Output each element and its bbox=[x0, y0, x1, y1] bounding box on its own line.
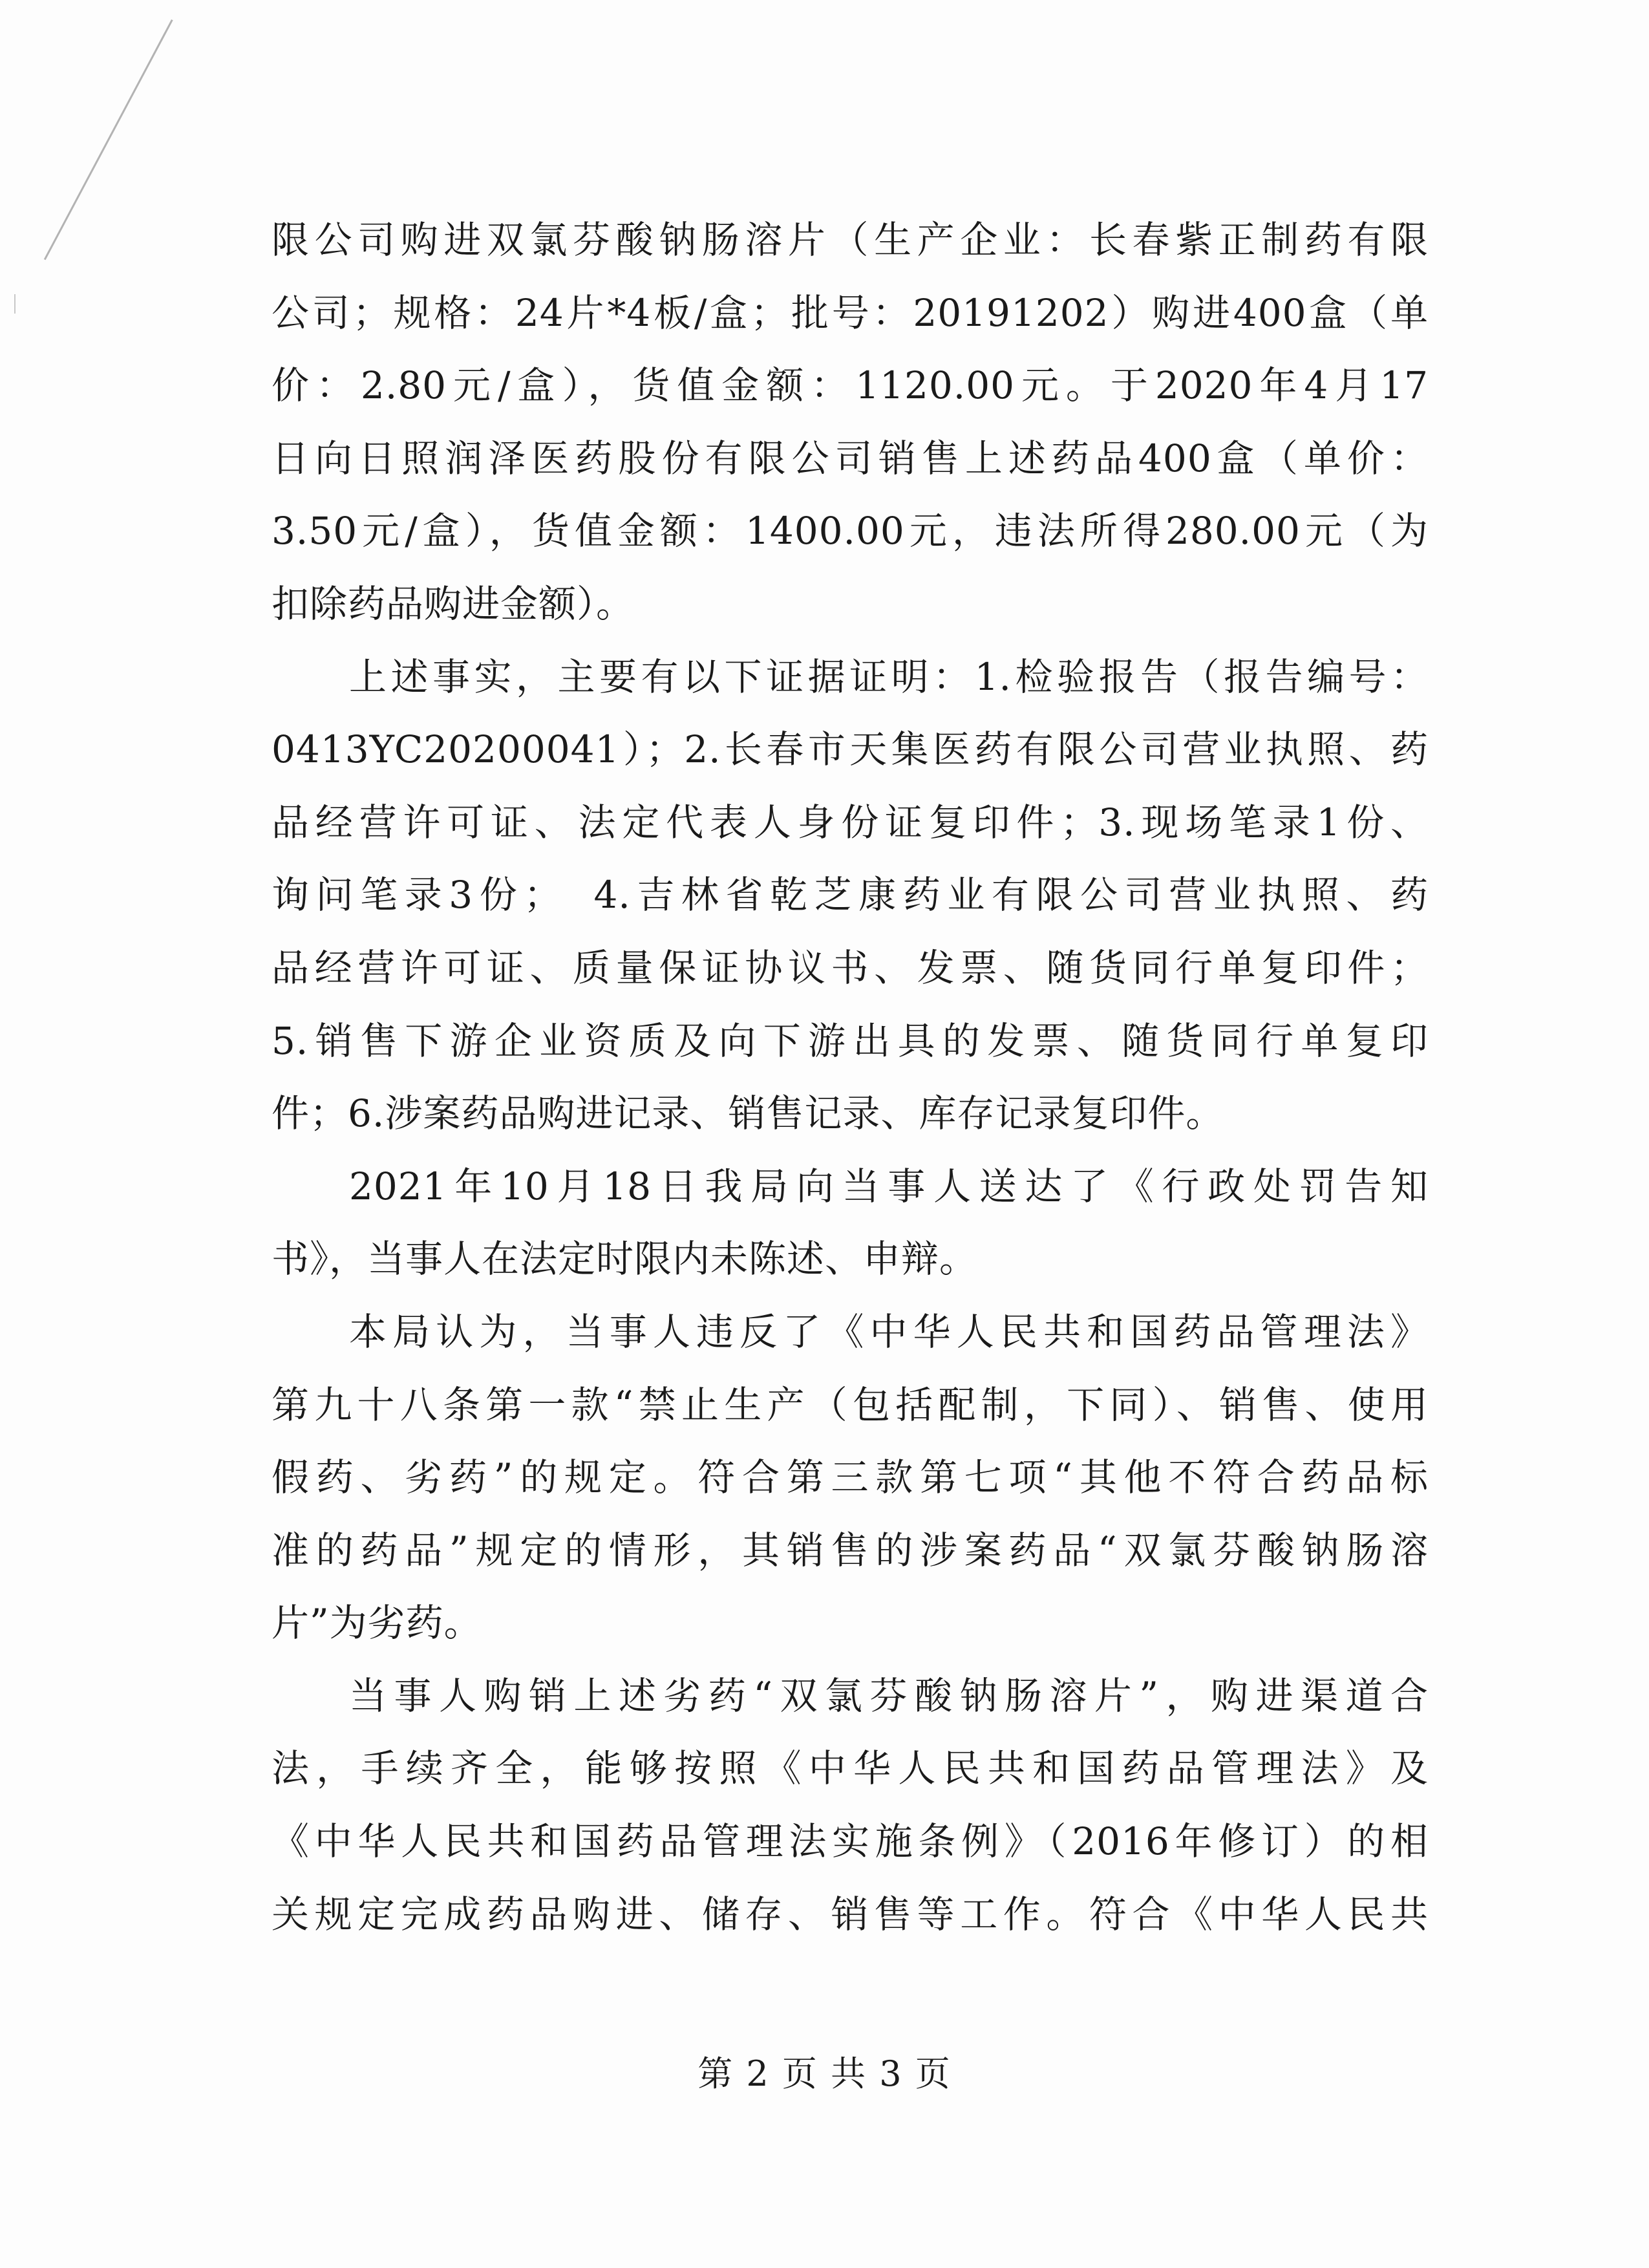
scan-artifact-mark bbox=[14, 294, 16, 314]
text-line: 假药、劣药”的规定。符合第三款第七项“其他不符合药品标 bbox=[271, 1455, 1429, 1500]
text-line: 法，手续齐全，能够按照《中华人民共和国药品管理法》及 bbox=[271, 1746, 1429, 1791]
text-line: 准的药品”规定的情形，其销售的涉案药品“双氯芬酸钠肠溶 bbox=[271, 1528, 1429, 1572]
text-line: 日向日照润泽医药股份有限公司销售上述药品400盒（单价： bbox=[271, 436, 1429, 480]
text-line: 当事人购销上述劣药“双氯芬酸钠肠溶片”，购进渠道合 bbox=[349, 1673, 1429, 1718]
text-line: 价：2.80元/盒），货值金额：1120.00元。于2020年4月17 bbox=[271, 363, 1429, 408]
text-line: 3.50元/盒），货值金额：1400.00元，违法所得280.00元（为 bbox=[271, 509, 1429, 553]
text-line: 本局认为，当事人违反了《中华人民共和国药品管理法》 bbox=[349, 1309, 1429, 1354]
text-line: 上述事实，主要有以下证据证明：1.检验报告（报告编号： bbox=[349, 654, 1429, 699]
page-number-footer: 第 2 页 共 3 页 bbox=[697, 2053, 952, 2094]
text-line: 件；6.涉案药品购进记录、销售记录、库存记录复印件。 bbox=[271, 1091, 1224, 1136]
text-line: 品经营许可证、质量保证协议书、发票、随货同行单复印件； bbox=[271, 945, 1429, 990]
document-body bbox=[271, 204, 1429, 1951]
text-line: 关规定完成药品购进、储存、销售等工作。符合《中华人民共 bbox=[271, 1892, 1429, 1936]
text-line: 第九十八条第一款“禁止生产（包括配制，下同）、销售、使用 bbox=[271, 1382, 1429, 1427]
text-line: 《中华人民共和国药品管理法实施条例》（2016年修订）的相 bbox=[271, 1819, 1429, 1864]
scan-artifact-line bbox=[44, 19, 173, 260]
text-line: 0413YC20200041）；2.长春市天集医药有限公司营业执照、药 bbox=[271, 727, 1429, 772]
text-line: 5.销售下游企业资质及向下游出具的发票、随货同行单复印 bbox=[271, 1018, 1429, 1063]
text-line: 书》，当事人在法定时限内未陈述、申辩。 bbox=[271, 1237, 978, 1281]
text-line: 扣除药品购进金额）。 bbox=[271, 581, 635, 626]
text-line: 品经营许可证、法定代表人身份证复印件；3.现场笔录1份、 bbox=[271, 800, 1429, 844]
text-line: 限公司购进双氯芬酸钠肠溶片（生产企业：长春紫正制药有限 bbox=[271, 218, 1429, 262]
text-line: 片”为劣药。 bbox=[271, 1601, 482, 1645]
text-line: 2021年10月18日我局向当事人送达了《行政处罚告知 bbox=[349, 1164, 1429, 1208]
text-line: 公司；规格：24片*4板/盒；批号：20191202）购进400盒（单 bbox=[271, 290, 1429, 335]
text-line: 询问笔录3份； 4.吉林省乾芝康药业有限公司营业执照、药 bbox=[271, 873, 1429, 917]
